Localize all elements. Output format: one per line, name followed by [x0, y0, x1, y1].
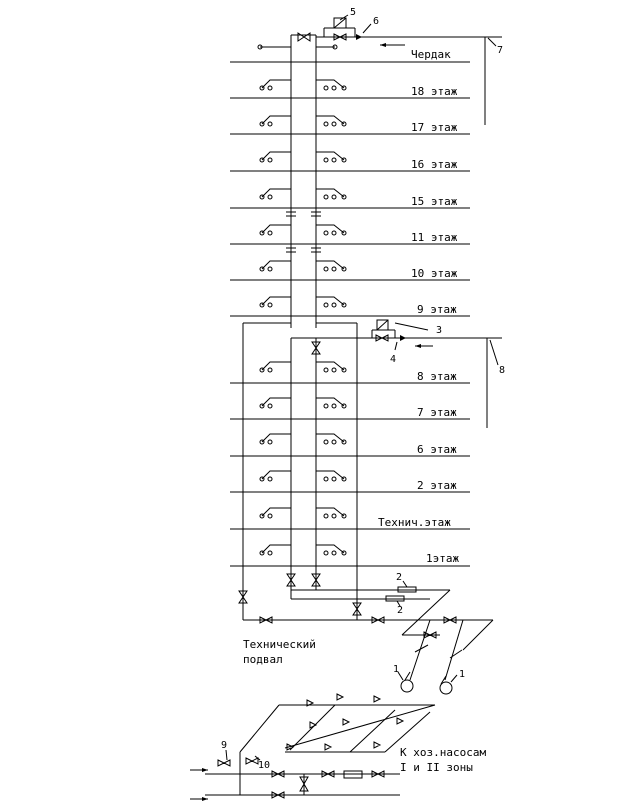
svg-text:2: 2 — [396, 572, 403, 583]
floor-label-17: 17 этаж — [411, 121, 458, 134]
upper-zone-risers — [258, 18, 502, 328]
svg-text:9: 9 — [221, 740, 228, 751]
floor-label-18: 18 этаж — [411, 85, 458, 98]
notes — [243, 638, 486, 774]
svg-text:5: 5 — [350, 7, 357, 18]
pumps-note-line1: К хоз.насосам — [400, 746, 487, 759]
floor-label-7: 7 этаж — [417, 406, 457, 419]
pump-1a — [401, 680, 413, 692]
floor-labels — [378, 48, 459, 565]
floor-label-2: 2 этаж — [417, 479, 457, 492]
pump-1b — [440, 682, 452, 694]
floor-label-6: 6 этаж — [417, 443, 457, 456]
floor-label-1: 1этаж — [426, 552, 460, 565]
svg-text:2: 2 — [397, 605, 404, 616]
floor-label-16: 16 этаж — [411, 158, 458, 171]
svg-text:10: 10 — [258, 760, 271, 771]
lower-zone-risers — [243, 320, 502, 620]
floor-label-tech: Технич.этаж — [378, 516, 451, 529]
floor-label-10: 10 этаж — [411, 267, 458, 280]
floor-label-11: 11 этаж — [411, 231, 458, 244]
floor-label-8: 8 этаж — [417, 370, 457, 383]
svg-text:3: 3 — [436, 325, 443, 336]
basement-label-line2: подвал — [243, 653, 283, 666]
svg-text:7: 7 — [497, 45, 504, 56]
fixtures — [260, 80, 346, 555]
svg-text:4: 4 — [390, 354, 397, 365]
floor-label-15: 15 этаж — [411, 195, 458, 208]
floor-label-9: 9 этаж — [417, 303, 457, 316]
svg-text:1: 1 — [393, 664, 400, 675]
floor-label-attic: Чердак — [411, 48, 451, 61]
svg-text:1: 1 — [459, 669, 466, 680]
svg-text:8: 8 — [499, 365, 506, 376]
svg-text:6: 6 — [373, 16, 380, 27]
pumps-note-line2: I и II зоны — [400, 761, 473, 774]
basement-label-line1: Технический — [243, 638, 316, 651]
